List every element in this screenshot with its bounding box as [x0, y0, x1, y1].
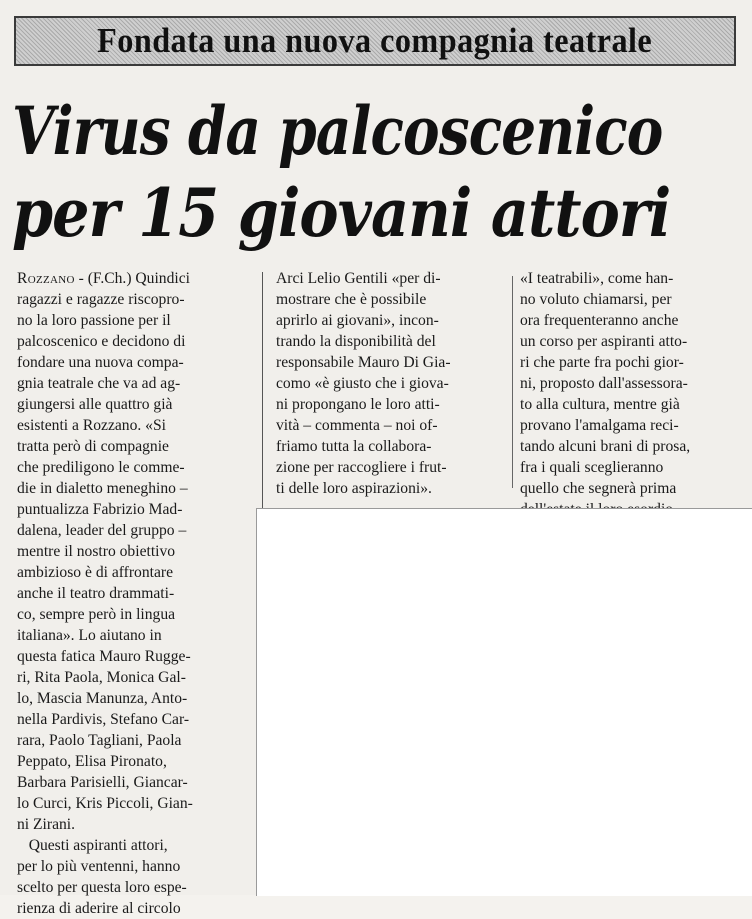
- article-column-2: [276, 268, 508, 499]
- text-line: no la loro passione per il: [17, 312, 171, 329]
- text-line: anche il teatro drammati-: [17, 585, 175, 602]
- text-line: rienza di aderire al circolo: [17, 900, 181, 917]
- text-line: rara, Paolo Tagliani, Paola: [17, 732, 182, 749]
- text-line: Peppato, Elisa Pironato,: [17, 753, 167, 770]
- text-line: vità – commenta – noi of-: [276, 417, 438, 434]
- text-line: provano l'amalgama reci-: [520, 417, 679, 434]
- text-line: quello che segnerà prima: [520, 480, 677, 497]
- text-line: nella Pardivis, Stefano Car-: [17, 711, 190, 728]
- text-line: friamo tutta la collabora-: [276, 438, 432, 455]
- article-column-3: [520, 268, 742, 520]
- text-line: che prediligono le comme-: [17, 459, 185, 476]
- text-line: mostrare che è possibile: [276, 291, 427, 308]
- blank-scan-area: [256, 508, 752, 896]
- text-line: co, sempre però in lingua: [17, 606, 176, 623]
- text-line: ragazzi e ragazze riscopro-: [17, 291, 185, 308]
- text-line: ni, proposto dall'assessora-: [520, 375, 688, 392]
- dateline-rest: - (F.Ch.) Quindici: [74, 270, 190, 287]
- text-line: mentre il nostro obiettivo: [17, 543, 176, 560]
- text-line: no voluto chiamarsi, per: [520, 291, 672, 308]
- text-line: zione per raccogliere i frut-: [276, 459, 447, 476]
- text-line: aprirlo ai giovani», incon-: [276, 312, 439, 329]
- text-line: Arci Lelio Gentili «per di-: [276, 270, 441, 287]
- headline-line-2: per 15 giovani attori: [12, 174, 671, 252]
- text-line: dalena, leader del gruppo –: [17, 522, 187, 539]
- text-line: puntualizza Fabrizio Mad-: [17, 501, 183, 518]
- text-line: como «è giusto che i giova-: [276, 375, 449, 392]
- text-line: fra i quali sceglieranno: [520, 459, 664, 476]
- text-line: die in dialetto meneghino –: [17, 480, 188, 497]
- text-line: ni Zirani.: [17, 816, 76, 833]
- text-line: per lo più ventenni, hanno: [17, 858, 181, 875]
- text-line: fondare una nuova compa-: [17, 354, 184, 371]
- text-line: ri, Rita Paola, Monica Gal-: [17, 669, 186, 686]
- text-line: palcoscenico e decidono di: [17, 333, 186, 350]
- kicker-text: Fondata una nuova compagnia teatrale: [97, 21, 653, 60]
- text-line: giungersi alle quattro già: [17, 396, 173, 413]
- headline-line-1: Virus da palcoscenico: [12, 92, 663, 170]
- text-line: questa fatica Mauro Rugge-: [17, 648, 191, 665]
- text-line: responsabile Mauro Di Gia-: [276, 354, 451, 371]
- text-line: to alla cultura, mentre già: [520, 396, 680, 413]
- text-line: lo, Mascia Manunza, Anto-: [17, 690, 188, 707]
- text-line: un corso per aspiranti atto-: [520, 333, 688, 350]
- text-line: trando la disponibilità del: [276, 333, 436, 350]
- text-line: ti delle loro aspirazioni».: [276, 480, 432, 497]
- text-line: lo Curci, Kris Piccoli, Gian-: [17, 795, 193, 812]
- text-line: scelto per questa loro espe-: [17, 879, 187, 896]
- text-line: italiana». Lo aiutano in: [17, 627, 162, 644]
- text-line: ambizioso è di affrontare: [17, 564, 174, 581]
- text-line: «I teatrabili», come han-: [520, 270, 674, 287]
- text-line: ni propongano le loro atti-: [276, 396, 440, 413]
- text-line: ri che parte fra pochi gior-: [520, 354, 684, 371]
- text-line: Barbara Parisielli, Giancar-: [17, 774, 188, 791]
- kicker-banner: [14, 16, 736, 66]
- dateline-place: Rozzano: [17, 270, 75, 287]
- article-column-1: [17, 268, 255, 919]
- text-line: gnia teatrale che va ad ag-: [17, 375, 181, 392]
- dateline: [17, 268, 255, 289]
- text-line: Questi aspiranti attori,: [17, 837, 168, 854]
- text-line: ora frequenteranno anche: [520, 312, 679, 329]
- text-line: esistenti a Rozzano. «Si: [17, 417, 166, 434]
- column-divider: [512, 276, 513, 488]
- text-line: tando alcuni brani di prosa,: [520, 438, 691, 455]
- text-line: tratta però di compagnie: [17, 438, 169, 455]
